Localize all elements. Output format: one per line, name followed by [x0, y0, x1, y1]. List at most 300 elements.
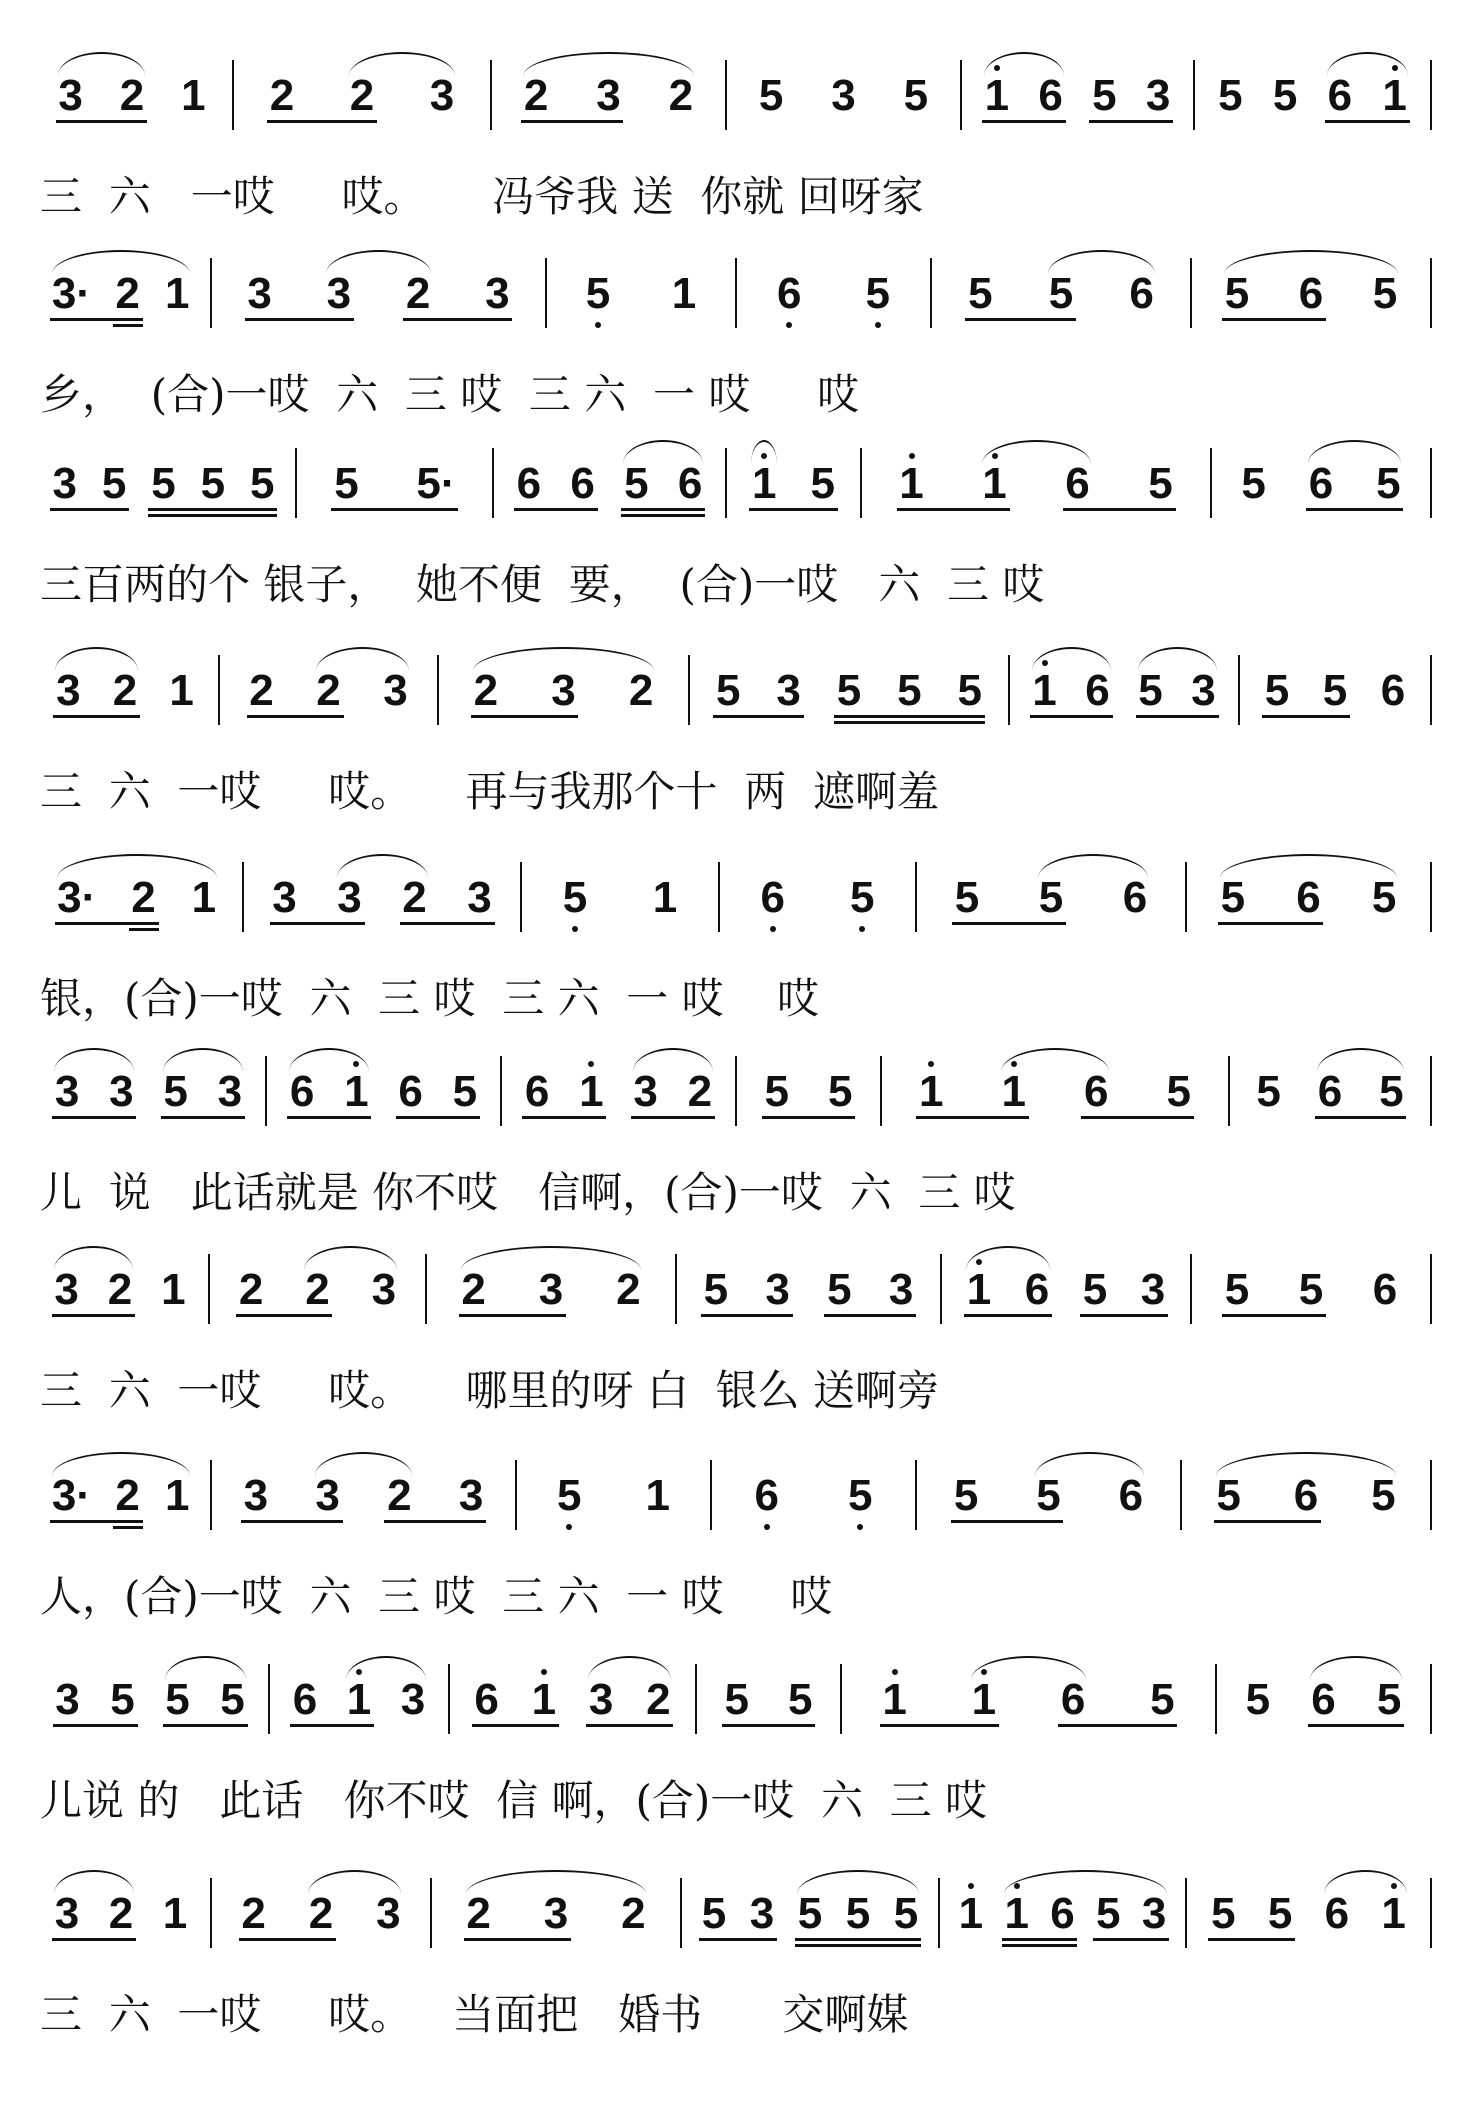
beam-underline: [287, 1116, 371, 1119]
barline: [840, 1664, 842, 1734]
jianpu-note: 6: [474, 1675, 499, 1724]
jianpu-note: 3: [1140, 1265, 1166, 1314]
jianpu-note: 5: [828, 1067, 853, 1116]
low-octave-dot: [764, 1524, 770, 1530]
beam-underline: [472, 1724, 559, 1727]
score-system: [0, 60, 1468, 250]
beam-underline: [1315, 1116, 1406, 1119]
measure: [728, 868, 907, 928]
measure: [1248, 661, 1422, 721]
beam-underline: [290, 1724, 374, 1727]
slur-arc: [57, 854, 217, 878]
lyric-line: 乡， (合)一哎 六 三 哎 三 六 一 哎 哎: [40, 370, 860, 419]
jianpu-note: 3: [458, 1471, 484, 1520]
jianpu-note: 5: [1092, 71, 1117, 120]
beam-underline: [964, 1314, 1052, 1317]
jianpu-note: 3: [326, 269, 352, 318]
barline: [938, 1878, 940, 1948]
jianpu-note: 5: [1298, 1265, 1324, 1314]
score-system: [0, 1254, 1468, 1444]
beam-underline: [161, 1116, 245, 1119]
slur-arc: [466, 1870, 647, 1894]
slur-arc: [1038, 854, 1148, 878]
jianpu-note: 3: [1141, 1889, 1167, 1938]
jianpu-note: 6: [1118, 1471, 1144, 1520]
beam-underline: [1308, 1724, 1404, 1727]
jianpu-note: 1: [164, 1471, 190, 1520]
jianpu-note: 1: [162, 1889, 188, 1938]
jianpu-note: 3·: [57, 873, 97, 922]
jianpu-note: 1: [958, 1892, 984, 1936]
barline: [500, 1056, 502, 1126]
jianpu-note: 5: [200, 459, 226, 508]
lyric-line: 儿 说 此话就是 你不哎 信啊，(合)一哎 六 三 哎: [40, 1168, 1016, 1217]
beam-underline: [952, 922, 1066, 925]
beam-underline: [52, 1314, 135, 1317]
barline: [232, 60, 234, 130]
barline: [1430, 60, 1432, 130]
beam-underline: [245, 318, 354, 321]
slur-arc: [349, 52, 455, 76]
jianpu-note: 1: [343, 1070, 369, 1114]
score-system: [0, 1460, 1468, 1650]
slur-arc: [971, 1656, 1086, 1680]
lyric-line: 三 六 一哎 哎。 哪里的呀 白 银么 送啊旁: [40, 1366, 939, 1415]
beam-underline: [631, 1116, 715, 1119]
jianpu-note: 3: [58, 71, 83, 120]
barline: [268, 1664, 270, 1734]
jianpu-note: 3: [52, 459, 77, 508]
jianpu-note: 3: [749, 1889, 775, 1938]
jianpu-note: 2: [119, 71, 145, 120]
beam-underline: [1222, 318, 1326, 321]
beam-underline: [522, 1116, 606, 1119]
beam-underline: [55, 922, 158, 925]
beam-underline: [1002, 1944, 1078, 1947]
barline: [208, 1254, 210, 1324]
jianpu-note: 5: [1272, 71, 1298, 120]
jianpu-note: 2: [668, 71, 694, 120]
jianpu-note: 3·: [51, 269, 91, 318]
measure: [1200, 1260, 1422, 1320]
low-octave-dot: [786, 322, 792, 328]
beam-underline: [749, 508, 838, 511]
jianpu-note: 3: [467, 873, 492, 922]
jianpu-note: 1: [181, 71, 206, 120]
jianpu-note: 5: [624, 459, 649, 508]
beam-underline: [897, 508, 1010, 511]
jianpu-note: 5: [1241, 459, 1266, 508]
jianpu-note: 1: [984, 74, 1010, 118]
slur-arc: [984, 52, 1064, 76]
jianpu-note: 5: [836, 666, 862, 715]
jianpu-note: 1: [671, 269, 697, 318]
beam-underline: [1080, 1314, 1168, 1317]
beam-underline: [965, 318, 1076, 321]
jianpu-note: 1: [1032, 669, 1058, 713]
jianpu-note: 2: [628, 666, 654, 715]
jianpu-note: 6: [1372, 1265, 1398, 1314]
jianpu-note: 5: [847, 1474, 873, 1518]
jianpu-note: 2: [405, 269, 431, 318]
jianpu-note: 5: [810, 459, 835, 508]
jianpu-note: 5: [1245, 1675, 1271, 1724]
barline: [545, 258, 547, 328]
jianpu-note: 2: [108, 1889, 134, 1938]
barline: [437, 655, 439, 725]
jianpu-note: 2: [249, 666, 274, 715]
jianpu-note: 6: [292, 1675, 318, 1724]
slur-arc: [54, 1246, 133, 1270]
jianpu-note: 2: [387, 1471, 412, 1520]
barline: [1215, 1664, 1217, 1734]
beam-underline: [129, 928, 159, 931]
jianpu-note: 5: [556, 1474, 582, 1518]
jianpu-note: 5: [764, 1067, 789, 1116]
beam-underline: [795, 1944, 921, 1947]
slur-arc: [1327, 52, 1408, 76]
slur-arc: [316, 647, 409, 671]
jianpu-note: 5: [1150, 1675, 1175, 1724]
beam-underline: [1222, 1314, 1326, 1317]
barline: [940, 1254, 942, 1324]
high-octave-dot: [968, 1883, 974, 1889]
beam-underline: [722, 1724, 816, 1727]
jianpu-note: 2: [646, 1675, 671, 1724]
measure: [40, 454, 287, 514]
slur-arc: [588, 1656, 671, 1680]
barline: [1190, 1254, 1192, 1324]
slur-arc: [1138, 647, 1217, 671]
measure: [305, 454, 484, 514]
beam-underline: [247, 715, 344, 718]
jianpu-note: 2: [316, 666, 341, 715]
jianpu-note: 6: [1317, 1067, 1343, 1116]
jianpu-note: 3: [1191, 666, 1216, 715]
slur-arc: [58, 52, 145, 76]
jianpu-note: 3: [247, 269, 272, 318]
high-octave-dot: [909, 453, 915, 459]
jianpu-note: 3: [54, 1889, 80, 1938]
barline: [680, 1878, 682, 1948]
jianpu-note: 1: [1004, 1892, 1030, 1936]
jianpu-note: 6: [1296, 873, 1321, 922]
slur-arc: [1324, 1870, 1407, 1894]
barline: [492, 448, 494, 518]
beam-underline: [1262, 715, 1350, 718]
jianpu-note: 3: [543, 1889, 569, 1938]
barline: [242, 862, 244, 932]
slur-arc: [473, 647, 654, 671]
beam-underline: [53, 1724, 138, 1727]
jianpu-note: 6: [1084, 1067, 1109, 1116]
jianpu-note: 6: [677, 459, 703, 508]
jianpu-note: 5: [165, 1675, 190, 1724]
jianpu-note: 5: [1138, 666, 1163, 715]
jianpu-note: 1: [645, 1471, 670, 1520]
barline: [1430, 258, 1432, 328]
jianpu-note: 2: [402, 873, 427, 922]
barline: [960, 60, 962, 130]
barline: [1185, 862, 1187, 932]
barline: [718, 862, 720, 932]
barline: [265, 1056, 267, 1126]
barline: [725, 448, 727, 518]
jianpu-note: 1: [191, 873, 217, 922]
slur-arc: [1032, 647, 1111, 671]
jianpu-note: 3: [383, 666, 408, 715]
jianpu-note: 5: [788, 1675, 813, 1724]
beam-underline: [400, 922, 495, 925]
jianpu-note: 3: [588, 1675, 614, 1724]
jianpu-note: 3: [888, 1265, 914, 1314]
jianpu-note: 1: [971, 1678, 997, 1722]
barline: [515, 1460, 517, 1530]
beam-underline: [621, 508, 705, 511]
beam-underline: [50, 318, 143, 321]
jianpu-note: 6: [289, 1067, 315, 1116]
slur-arc: [55, 647, 138, 671]
slur-arc: [337, 854, 428, 878]
jianpu-note: 1: [578, 1070, 604, 1114]
jianpu-note: 5: [1211, 1889, 1236, 1938]
jianpu-note: 1: [1382, 74, 1408, 118]
jianpu-note: 6: [1122, 873, 1148, 922]
beam-underline: [113, 1526, 143, 1529]
barline: [430, 1878, 432, 1948]
slur-arc: [52, 1452, 190, 1476]
beam-underline: [514, 508, 598, 511]
jianpu-note: 5: [250, 459, 275, 508]
lyric-line: 三 六 一哎 哎。 再与我那个十 两 遮啊羞: [40, 767, 939, 816]
jianpu-note: 5: [1224, 1265, 1250, 1314]
barline: [1210, 448, 1212, 518]
jianpu-note: 5: [151, 459, 176, 508]
jianpu-note: 5: [452, 1067, 478, 1116]
jianpu-note: 2: [523, 71, 549, 120]
jianpu-note: 5: [1267, 1889, 1293, 1938]
beam-underline: [1058, 1724, 1177, 1727]
jianpu-note: 5: [1372, 269, 1398, 318]
jianpu-note: 6: [1308, 459, 1334, 508]
jianpu-note: 6: [1311, 1675, 1336, 1724]
barline: [725, 60, 727, 130]
jianpu-note: 3: [243, 1471, 269, 1520]
jianpu-note: 5: [562, 876, 588, 920]
beam-underline: [384, 1520, 486, 1523]
jianpu-note: 5: [1379, 1067, 1404, 1116]
jianpu-note: 5: [163, 1067, 188, 1116]
barline: [915, 1460, 917, 1530]
low-octave-dot: [770, 926, 776, 932]
low-octave-dot: [857, 1524, 863, 1530]
jianpu-note: 3: [1145, 71, 1171, 120]
jianpu-note: 2: [687, 1067, 713, 1116]
barline: [688, 655, 690, 725]
measure: [525, 1466, 702, 1526]
barline: [210, 258, 212, 328]
beam-underline: [56, 120, 147, 123]
beam-underline: [1325, 120, 1410, 123]
barline: [1430, 1460, 1432, 1530]
barline: [1430, 655, 1432, 725]
measure: [745, 264, 922, 324]
score-system: [0, 258, 1468, 448]
lyric-line: 三 六 一哎 哎。 当面把 婚书 交啊媒: [40, 1990, 909, 2039]
beam-underline: [471, 715, 579, 718]
jianpu-note: 6: [1298, 269, 1324, 318]
jianpu-note: 6: [1085, 666, 1110, 715]
jianpu-note: 6: [754, 1474, 780, 1518]
jianpu-note: 1: [531, 1678, 557, 1722]
beam-underline: [834, 721, 985, 724]
beam-underline: [1002, 1938, 1078, 1941]
beam-underline: [50, 1520, 143, 1523]
jianpu-note: 2: [107, 1265, 133, 1314]
barline: [915, 862, 917, 932]
jianpu-note: 3·: [51, 1471, 91, 1520]
barline: [1180, 1460, 1182, 1530]
low-octave-dot: [572, 926, 578, 932]
jianpu-note: 3: [831, 71, 856, 120]
jianpu-note: 5: [1371, 1471, 1396, 1520]
jianpu-note: 2: [131, 873, 156, 922]
jianpu-note: 2: [466, 1889, 491, 1938]
jianpu-note: 2: [305, 1265, 330, 1314]
slur-arc: [52, 250, 190, 274]
jianpu-note: 2: [241, 1889, 266, 1938]
beam-underline: [713, 715, 803, 718]
jianpu-note: 5: [1038, 873, 1064, 922]
barline: [1430, 1664, 1432, 1734]
high-octave-dot: [928, 1061, 934, 1067]
lyric-line: 人，(合)一哎 六 三 哎 三 六 一 哎 哎: [40, 1572, 833, 1621]
barline: [1430, 1056, 1432, 1126]
jianpu-note: 6: [760, 876, 786, 920]
beam-underline: [163, 1724, 248, 1727]
jianpu-note: 5: [1216, 1471, 1241, 1520]
jianpu-note: 3: [376, 1889, 401, 1938]
barline: [210, 1878, 212, 1948]
jianpu-note: 3: [776, 666, 801, 715]
jianpu-note: 1: [652, 873, 678, 922]
jianpu-note: 5: [1224, 269, 1250, 318]
jianpu-note: 3: [429, 71, 455, 120]
jianpu-note: 2: [269, 71, 295, 120]
beam-underline: [1208, 1938, 1295, 1941]
jianpu-note: 5: [1048, 269, 1074, 318]
jianpu-note: 1: [966, 1268, 992, 1312]
jianpu-note: 5: [953, 1471, 979, 1520]
beam-underline: [236, 1314, 332, 1317]
slur-arc: [1220, 854, 1397, 878]
jianpu-note: 2: [621, 1889, 646, 1938]
beam-underline: [982, 120, 1066, 123]
barline: [218, 655, 220, 725]
jianpu-note: 3: [217, 1067, 243, 1116]
measure: [720, 1466, 907, 1526]
barline: [1193, 60, 1195, 130]
jianpu-note: 6: [1293, 1471, 1319, 1520]
jianpu-note: 5: [220, 1675, 245, 1724]
beam-underline: [50, 508, 129, 511]
beam-underline: [1063, 508, 1176, 511]
lyric-line: 三 六 一哎 哎。 冯爷我 送 你就 回呀家: [40, 172, 924, 221]
beam-underline: [52, 1938, 136, 1941]
jianpu-note: 5: [715, 666, 741, 715]
beam-underline: [1306, 508, 1403, 511]
jianpu-note: 5: [865, 272, 891, 316]
slur-arc: [1035, 1452, 1143, 1476]
barline: [425, 1254, 427, 1324]
jianpu-note: 2: [473, 666, 499, 715]
beam-underline: [701, 1314, 793, 1317]
beam-underline: [459, 1314, 566, 1317]
lyric-line: 儿说 的 此话 你不哎 信 啊，(合)一哎 六 三 哎: [40, 1776, 988, 1825]
slur-arc: [54, 1870, 134, 1894]
slur-arc: [1048, 250, 1155, 274]
jianpu-note: 5: [1220, 873, 1246, 922]
low-octave-dot: [859, 926, 865, 932]
jianpu-note: 1: [161, 1265, 186, 1314]
jianpu-note: 5: [101, 459, 127, 508]
jianpu-note: 5: [1376, 1675, 1402, 1724]
beam-underline: [52, 1116, 136, 1119]
beam-underline: [241, 1520, 343, 1523]
jianpu-note: 3: [765, 1265, 790, 1314]
beam-underline: [403, 318, 512, 321]
barline: [930, 258, 932, 328]
jianpu-note: 2: [115, 1471, 140, 1520]
jianpu-note: 6: [1324, 1889, 1350, 1938]
beam-underline: [762, 1116, 856, 1119]
jianpu-note: 6: [1038, 71, 1063, 120]
jianpu-note: 5: [849, 876, 875, 920]
beam-underline: [267, 120, 377, 123]
beam-underline: [951, 1520, 1063, 1523]
jianpu-note: 6: [776, 272, 802, 316]
barline: [1190, 258, 1192, 328]
measure: [705, 1670, 832, 1730]
beam-underline: [1030, 715, 1113, 718]
beam-underline: [1214, 1520, 1321, 1523]
jianpu-note: 6: [1065, 459, 1090, 508]
barline: [520, 862, 522, 932]
jianpu-note: 3: [337, 873, 362, 922]
slur-arc: [966, 1246, 1050, 1270]
measure: [735, 66, 952, 126]
score-system: [0, 1056, 1468, 1246]
beam-underline: [699, 1938, 777, 1941]
jianpu-note: 6: [1050, 1889, 1075, 1938]
jianpu-note: 6: [1024, 1265, 1050, 1314]
barline: [1430, 1878, 1432, 1948]
barline: [710, 1460, 712, 1530]
jianpu-note: 3: [400, 1675, 426, 1724]
jianpu-note: 5: [1371, 873, 1397, 922]
jianpu-note: 2: [461, 1265, 486, 1314]
jianpu-note: 1: [1381, 1892, 1407, 1936]
jianpu-note: 3: [633, 1067, 658, 1116]
slur-arc: [523, 52, 694, 76]
beam-underline: [621, 514, 705, 517]
jianpu-note: 2: [616, 1265, 641, 1314]
measure: [555, 264, 727, 324]
slur-arc: [1224, 250, 1398, 274]
score-system: [0, 655, 1468, 845]
measure: [685, 1260, 932, 1320]
jianpu-note: 3: [596, 71, 621, 120]
